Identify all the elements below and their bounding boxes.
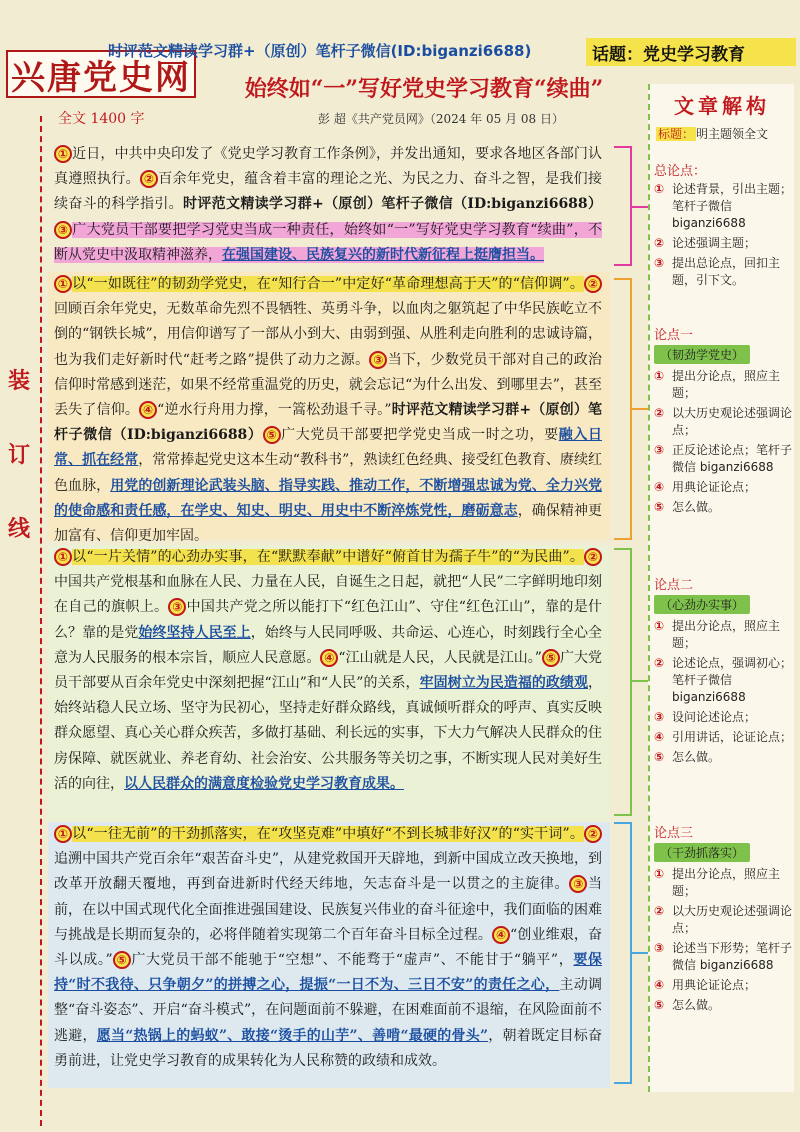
marker-2: ② [584, 275, 602, 293]
emphasis: 牢固树立为民造福的政绩观 [419, 675, 589, 692]
item-text: 用典论证论点； [672, 480, 757, 494]
marker-5: ⑤ [542, 649, 560, 667]
quote: “逆水行舟用力撑，一篙松劲退千寻。” [157, 402, 392, 419]
sub-thesis: 以“一如既往”的韧劲学党史，在“知行合一”中定好“革命理想高于天”的“信仰调”。 [72, 276, 584, 292]
item-number: ① [654, 619, 665, 633]
sentence: ，始终站稳人民立场、坚守为民初心，坚持走好群众路线，真诚倾听群众的呼声、真实反映群众愿望、真心关心群众疾苦，多做打基础、利长远的实事，下大力气解决人民群众的住房保障、就医就业、养老育幼、社会治安、公共服务等关切之事，不断实现人民对美好生活的向往， [54, 675, 603, 792]
section-head: 论点二 [654, 578, 694, 593]
bracket-point-1 [614, 278, 632, 540]
emphasis: 用党的创新理论武装头脑、指导实践、推动工作，不断增强忠诚为党、全力兴党的使命感和责任感，在学史、知史、明史、用史中不断淬炼党性，磨砺意志 [54, 477, 603, 519]
item-text: 怎么做。 [672, 500, 721, 514]
marker-4: ④ [492, 926, 510, 944]
paragraph-intro [48, 142, 610, 274]
section-head: 论点一 [654, 328, 694, 343]
sentence: 当下，少数党员干部对自己的政治信仰时常感到迷茫，如果不经常重温党的历史，就会忘记“为什么出发、到哪里去”，甚至丢失了信仰。 [54, 351, 602, 419]
item-number: ① [654, 182, 665, 196]
list-item [654, 997, 794, 1014]
list-item [654, 479, 794, 496]
list-item [654, 618, 794, 652]
promo-text: 时评范文精读学习群+（原创）笔杆子微信（ID:biganzi6688） [54, 402, 602, 444]
binding-char: 线 [7, 516, 30, 542]
marker-1: ① [54, 548, 72, 566]
sentence: 广大党员干部要从百余年党史中深刻把握“江山”和“人民”的关系， [54, 649, 603, 692]
list-item [654, 940, 794, 974]
sentence: 百余年党史，蕴含着丰富的理论之光、为民之力、奋斗之智，是我们接续奋斗的科学指引。 [54, 171, 603, 213]
list-item [654, 235, 794, 252]
sub-thesis: 以“一往无前”的干劲抓落实，在“攻坚克难”中填好“不到长城非好汉”的“实干词”。 [72, 826, 584, 842]
section-main-thesis [654, 160, 794, 292]
list-item [654, 368, 794, 402]
marker-5: ⑤ [263, 426, 281, 444]
marker-3: ③ [369, 351, 387, 369]
paragraph-point-3 [48, 822, 610, 1088]
item-number: ③ [654, 941, 665, 955]
sentence: 广大党员干部要把学党史当成一时之功，要 [280, 427, 559, 444]
sentence: 广大党员干部不能驰于“空想”、不能骛于“虚声”、不能甘于“躺平”， [130, 952, 574, 969]
marker-3: ③ [54, 221, 72, 239]
item-text: 论述背景，引出主题；笔杆子微信 biganzi6688 [672, 182, 793, 230]
item-text: 用典论证论点； [672, 978, 757, 992]
list-item [654, 255, 794, 289]
emphasis: 融入日常、抓在经常 [54, 427, 603, 469]
marker-4: ④ [139, 401, 157, 419]
section-point-1 [654, 324, 794, 519]
marker-2: ② [584, 825, 602, 843]
item-number: ② [654, 656, 665, 670]
article-title: 始终如“一”写好党史学习教育“续曲” [244, 76, 604, 102]
bracket-intro [614, 146, 632, 266]
item-number: ③ [654, 443, 665, 457]
marker-3: ③ [569, 875, 587, 893]
site-logo: 兴唐党史网 [6, 50, 196, 98]
marker-1: ① [54, 145, 72, 163]
section-point-3 [654, 822, 794, 1017]
word-count: 全文 1400 字 [58, 111, 145, 127]
item-text: 提出分论点，照应主题； [672, 619, 781, 650]
sentence: 追溯中国共产党百余年“艰苦奋斗史”，从建党救国开天辟地，到新中国成立改天换地，到改革开放翻天覆地，再到奋进新时代经天纬地，矢志奋斗是一以贯之的主旋律。 [54, 851, 602, 893]
item-number: ③ [654, 256, 665, 270]
binding-line [40, 116, 42, 1126]
item-number: ④ [654, 480, 665, 494]
paragraph-point-1 [48, 272, 610, 545]
section-sub: （干劲抓落实） [654, 843, 750, 862]
list-item [654, 866, 794, 900]
bracket-point-3 [614, 822, 632, 1084]
item-number: ⑤ [654, 750, 665, 764]
sentence: 中国共产党根基和血脉在人民、力量在人民，自诞生之日起，就把“人民”二字鲜明地印刻在自己的旗帜上。 [54, 574, 602, 616]
section-head: 论点三 [654, 826, 694, 841]
title-note [656, 125, 794, 142]
title-note-label: 标题： [658, 127, 695, 141]
section-sub: （心劲办实事） [654, 595, 750, 614]
item-number: ④ [654, 978, 665, 992]
list-item [654, 729, 794, 746]
section-head: 总论点： [654, 164, 707, 179]
item-text: 正反论述论点；笔杆子微信 biganzi6688 [672, 443, 793, 474]
marker-3: ③ [168, 598, 186, 616]
title-note-text: 明主题领全文 [696, 127, 769, 141]
marker-2: ② [584, 548, 602, 566]
item-number: ② [654, 406, 665, 420]
sentence: 中国共产党之所以能打下“红色江山”、守住“红色江山”，靠的是什么？靠的是党 [54, 599, 603, 641]
item-text: 提出分论点，照应主题； [672, 369, 781, 400]
sub-thesis: 以“一片关情”的心劲办实事，在“默默奉献”中谱好“俯首甘为孺子牛”的“为民曲”。 [72, 549, 584, 565]
item-text: 以大历史观论述强调论点； [672, 406, 793, 437]
item-text: 怎么做。 [672, 998, 721, 1012]
marker-2: ② [140, 170, 158, 188]
emphasis: 愿当“热锅上的蚂蚁”、敢接“烫手的山芋”、善啃“最硬的骨头” [96, 1027, 489, 1044]
paragraph-point-2 [48, 545, 610, 821]
marker-1: ① [54, 275, 72, 293]
item-text: 提出总论点，回扣主题，引下文。 [672, 256, 781, 287]
list-item [654, 181, 794, 232]
structure-panel [648, 84, 794, 1092]
item-text: 提出分论点，照应主题； [672, 867, 781, 898]
sentence: 回顾百余年党史，无数革命先烈不畏牺牲、英勇斗争，以血肉之躯筑起了中华民族屹立不倒的“钢铁长城”，用信仰谱写了一部从小到大、由弱到强、从胜利走向胜利的忠诚诗篇，也为我们走好新时代“赶考之路”提供了动力之源。 [54, 301, 602, 368]
sentence: 近日，中共中央印发了《党史学习教育工作条例》，并发出通知，要求各地区各部门认真遵照执行。 [54, 146, 602, 188]
item-number: ③ [654, 710, 665, 724]
item-text: 设问论述论点； [672, 710, 757, 724]
sentence: ，朝着既定目标奋勇前进，让党史学习教育的成果转化为人民称赞的政绩和成效。 [54, 1027, 602, 1069]
item-text: 引用讲话，论证论点； [672, 730, 793, 744]
marker-5: ⑤ [113, 951, 131, 969]
item-number: ② [654, 904, 665, 918]
promo-text: 时评范文精读学习群+（原创）笔杆子微信（ID:biganzi6688） [183, 196, 603, 213]
sentence: ，常常捧起党史这本生动“教科书”，熟读红色经典、接受红色教育、赓续红色血脉， [54, 452, 603, 494]
binding-char: 订 [7, 442, 30, 468]
bracket-point-2 [614, 548, 632, 816]
top-banner: 时评范文精读学习群+（原创）笔杆子微信(ID:biganzi6688) [108, 42, 532, 60]
list-item [654, 903, 794, 937]
item-text: 论述强调主题； [672, 236, 757, 250]
item-text: 论述当下形势；笔杆子微信 biganzi6688 [672, 941, 793, 972]
item-text: 怎么做。 [672, 750, 721, 764]
thesis-text: 广大党员干部要把学习党史当成一种责任，始终如“一”写好党史学习教育“续曲”，不断从党史中汲取精神滋养， [54, 221, 602, 263]
emphasis: 以人民群众的满意度检验党史学习教育成果。 [124, 775, 404, 792]
quote: “创业维艰，奋斗以成。” [54, 926, 602, 969]
binding-char: 装 [7, 368, 30, 394]
sentence: 当前，在以中国式现代化全面推进强国建设、民族复兴伟业的奋斗征途中，我们面临的困难与挑战是长期而复杂的，必将伴随着实现第二个百年奋斗目标全过程。 [54, 876, 603, 943]
sentence: ，确保精神更加富有、信仰更加牢固。 [54, 502, 603, 545]
emphasis: 要保持“时不我待、只争朝夕”的拼搏之心，提振“一日不为、三日不安”的责任之心， [54, 952, 602, 994]
item-number: ⑤ [654, 998, 665, 1012]
section-point-2 [654, 574, 794, 769]
item-number: ② [654, 236, 665, 250]
item-number: ① [654, 867, 665, 881]
marker-4: ④ [320, 649, 338, 667]
list-item [654, 977, 794, 994]
list-item [654, 499, 794, 516]
list-item [654, 749, 794, 766]
thesis-emphasis: 在强国建设、民族复兴的新时代新征程上挺膺担当。 [222, 246, 544, 263]
sentence: 主动调整“奋斗姿态”、开启“奋斗模式”，在问题面前不躲避，在困难面前不退缩，在风险面前不逃避， [54, 977, 602, 1044]
section-sub: （韧劲学党史） [654, 345, 750, 364]
topic-badge: 话题：党史学习教育 [586, 38, 796, 66]
item-number: ④ [654, 730, 665, 744]
binding-label [6, 370, 32, 592]
list-item [654, 709, 794, 726]
quote: “江山就是人民，人民就是江山。” [338, 649, 542, 666]
list-item [654, 405, 794, 439]
marker-1: ① [54, 825, 72, 843]
emphasis: 始终坚持人民至上 [138, 624, 251, 641]
sentence: ，始终与人民同呼吸、共命运、心连心，时刻践行全心全意为人民服务的根本宗旨，顺应人民意愿。 [54, 624, 603, 666]
byline: 彭 超《共产党员网》（2024 年 05 月 08 日） [318, 112, 564, 126]
item-text: 以大历史观论述强调论点； [672, 904, 793, 935]
list-item [654, 442, 794, 476]
list-item [654, 655, 794, 706]
item-number: ① [654, 369, 665, 383]
item-text: 论述论点，强调初心；笔杆子微信 biganzi6688 [672, 656, 793, 704]
item-number: ⑤ [654, 500, 665, 514]
structure-title: 文章解构 [674, 94, 770, 118]
